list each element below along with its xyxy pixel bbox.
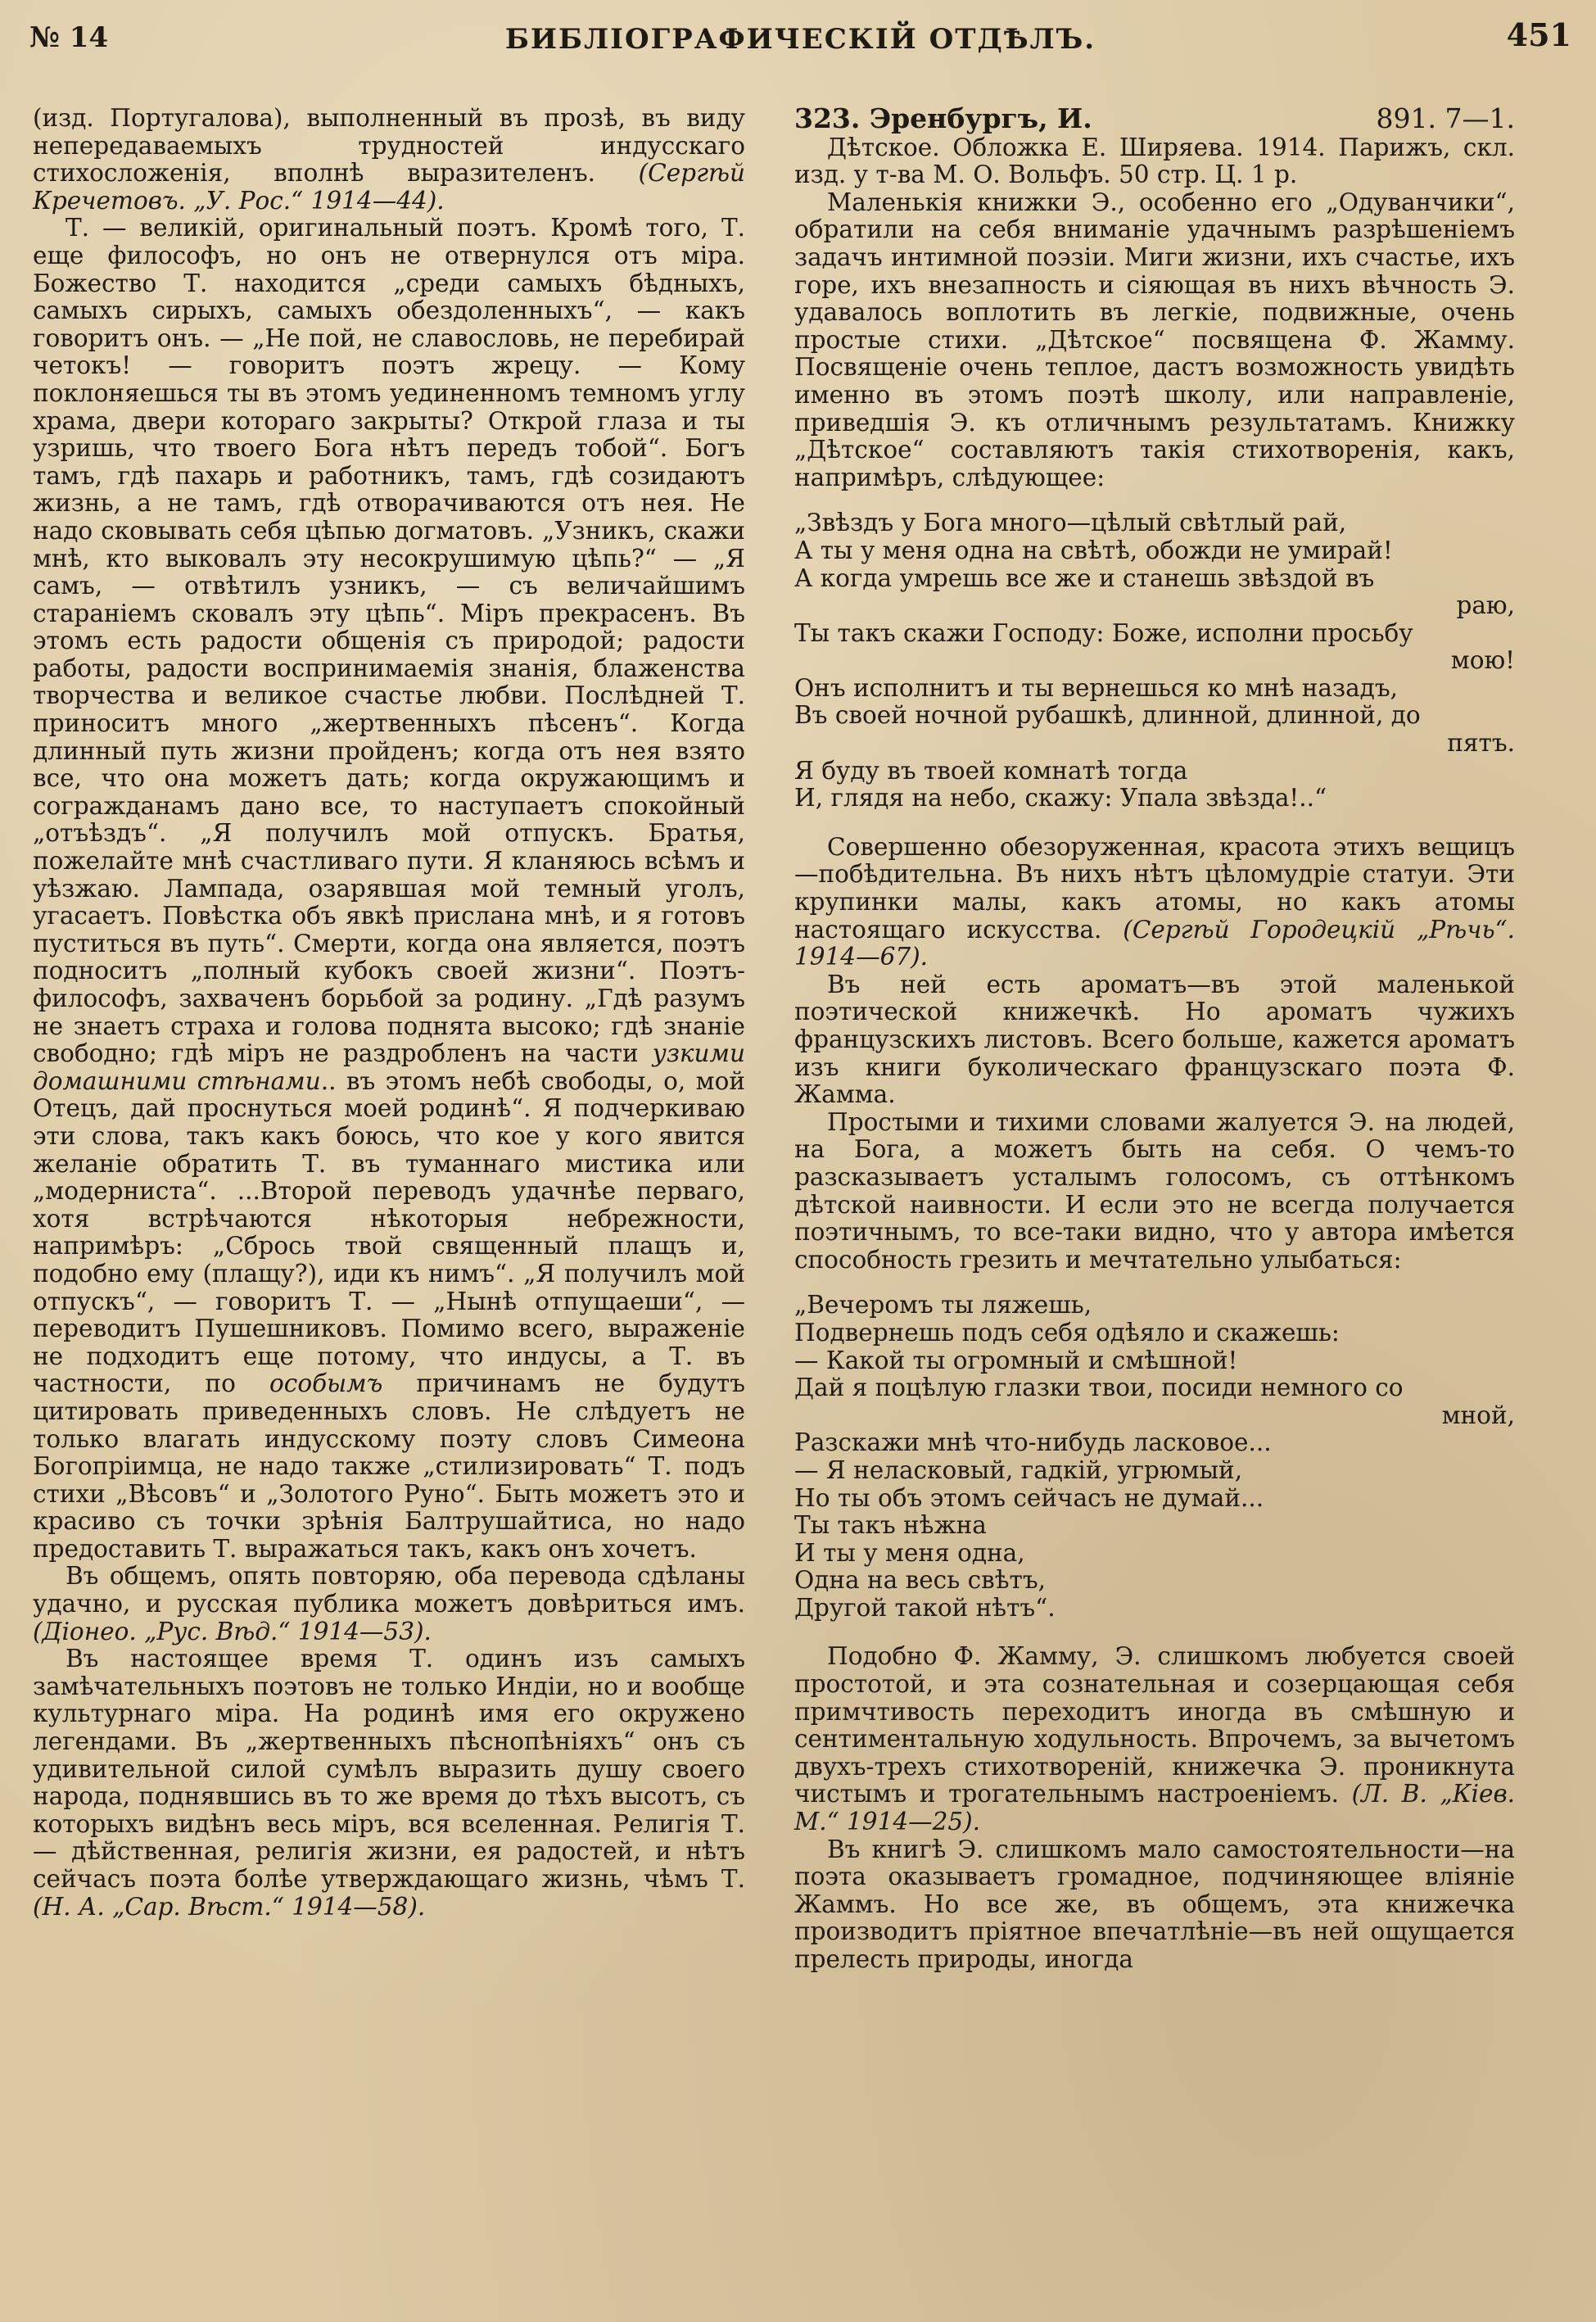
right-column [794,102,1515,1974]
poem-line-continuation: мою! [1450,646,1515,675]
paragraph: Подобно Ф. Жамму, Э. слишкомъ любуется своей простотой, и эта сознательная и созерцающая себя примчтивость переходитъ иногда въ смѣшную и сентиментальную ходульность. Впрочемъ, за вычетомъ двухъ-трехъ стихотвореній, книжечка Э. проникнута чистымъ и трогательнымъ настроеніемъ. (Л. В. „Кіев. М.“ 1914—25). [794,1642,1515,1836]
section-title: БИБЛІОГРАФИЧЕСКІЙ ОТДѢЛЪ. [504,23,1096,56]
poem-line: Другой такой нѣтъ“. [794,1593,1056,1622]
poem-line: А ты у меня одна на свѣтѣ, обожди не умирай! [794,536,1393,564]
poem-line: Онъ исполнитъ и ты вернешься ко мнѣ назадъ, [794,673,1398,702]
poem-line-continuation: раю, [1456,591,1515,620]
page-header [29,15,1571,64]
paragraph: Въ книгѣ Э. слишкомъ мало самостоятельности—на поэта оказываетъ громадное, подчиняющее вліяніе Жаммъ. Но все же, въ общемъ, эта книжечка производитъ пріятное впечатлѣніе—въ ней ощущается прелесть природы, иногда [794,1835,1515,1973]
poem-line: И, глядя на небо, скажу: Упала звѣзда!..“ [794,784,1327,812]
paragraph: Простыми и тихими словами жалуется Э. на людей, на Бога, а можетъ быть на себя. О чемъ-то разсказываетъ усталымъ голосомъ, съ оттѣнкомъ дѣтской наивности. И если это не всегда получается поэтичнымъ, то все-таки видно, что у автора имѣется способность грезить и мечтательно улыбаться: [794,1107,1515,1274]
poem-line: Разскажи мнѣ что-нибудь ласковое... [794,1428,1272,1457]
page-number: 451 [1506,16,1571,53]
paragraph: Совершенно обезоруженная, красота этихъ вещицъ—побѣдительна. Въ нихъ нѣтъ цѣломудріе статуи. Эти крупинки малы, какъ атомы, но какъ атомы настоящаго искусства. (Сергѣй Городецкій „Рѣчь“. 1914—67). [794,832,1515,971]
issue-number: № 14 [29,21,109,54]
poem-quote [794,1292,1515,1622]
poem-line: — Я неласковый, гадкій, угрюмый, [794,1455,1243,1484]
paragraph: Въ ней есть ароматъ—въ этой маленькой поэтической книжечкѣ. Но ароматъ чужихъ французскихъ листовъ. Всего больше, кажется ароматъ изъ книги буколическаго французскаго поэта Ф. Жамма. [794,970,1515,1109]
bibliographic-record: Дѣтское. Обложка Е. Ширяева. 1914. Парижъ, скл. изд. у т-ва М. О. Вольфъ. 50 стр. Ц. 1 р. [794,133,1515,189]
poem-line: Дай я поцѣлую глазки твои, посиди немного со [794,1374,1404,1402]
poem-line: А когда умрешь все же и станешь звѣздой въ [794,564,1375,592]
entry-title: 323. Эренбургъ, И. [794,102,1092,134]
italic-phrase: особымъ [269,1369,383,1398]
left-column [33,105,745,1921]
paragraph: Маленькія книжки Э., особенно его „Одуванчики“, обратили на себя вниманіе удачнымъ разрѣшеніемъ задачъ интимной поэзіи. Миги жизни, ихъ счастье, ихъ горе, ихъ внезапность и сіяющая въ нихъ вѣчность Э. удавалось воплотить въ легкіе, подвижные, очень простые стихи. „Дѣтское“ посвящена Ф. Жамму. Посвященіе очень теплое, дастъ возможность увидѣть именно въ этомъ поэтѣ школу, или направленіе, приведшія Э. къ отличнымъ результатамъ. Книжку „Дѣтское“ составляютъ такія стихотворенія, какъ, напримѣръ, слѣдующее: [794,188,1515,491]
poem-line: Ты такъ скажи Господу: Боже, исполни просьбу [794,618,1413,647]
poem-line: — Какой ты огромный и смѣшной! [794,1346,1238,1374]
poem-line: Ты такъ нѣжна [794,1511,987,1540]
paragraph: Въ общемъ, опять повторяю, оба перевода сдѣланы удачно, и русская публика можетъ довѣриться имъ. (Діонео. „Рус. Вѣд.“ 1914—53). [33,1562,745,1645]
poem-line: Но ты объ этомъ сейчасъ не думай... [794,1483,1264,1512]
entry-heading [794,102,1515,134]
source-citation: (Л. В. „Кіев. М.“ 1914—25). [794,1780,1515,1836]
paragraph: Т. — великій, оригинальный поэтъ. Кромѣ того, Т. еще философъ, но онъ не отвернулся отъ міра. Божество Т. находится „среди самыхъ бѣдныхъ, самыхъ сирыхъ, самыхъ обездоленныхъ“, — какъ говоритъ онъ. — „Не пой, не славословь, не перебирай четокъ! — говоритъ поэтъ жрецу. — Кому поклоняешься ты въ этомъ уединенномъ темномъ углу храма, двери котораго закрыты? Открой глаза и ты узришь, что твоего Бога нѣтъ передъ тобой“. Богъ тамъ, гдѣ пахарь и работникъ, тамъ, гдѣ созидаютъ жизнь, а не тамъ, гдѣ отворачиваются отъ нея. Не надо сковывать себя цѣпью догматовъ. „Узникъ, скажи мнѣ, кто выковалъ эту несокрушимую цѣпь?“ — „Я самъ, — отвѣтилъ узникъ, — съ величайшимъ стараніемъ сковалъ эту цѣпь“. Міръ прекрасенъ. Въ этомъ есть радости общенія съ природой; радости работы, радости воспринимаемія знанія, блаженства творчества и великое счастье любви. Послѣдней Т. приноситъ много „жертвенныхъ пѣсенъ“. Когда длинный путь жизни пройденъ; когда отъ нея взято все, что она можетъ дать; когда окружающимъ и согражданамъ дано все, то наступаетъ спокойный „отъѣздъ“. „Я получилъ мой отпускъ. Братья, пожелайте мнѣ счастливаго пути. Я кланяюсь всѣмъ и уѣзжаю. Лампада, озарявшая мой темный уголъ, угасаетъ. Повѣстка объ явкѣ прислана мнѣ, и я готовъ пуститься въ путь“. Смерти, когда она является, поэтъ подноситъ „полный кубокъ своей жизни“. Поэтъ-философъ, захваченъ борьбой за родину. „Гдѣ разумъ не знаетъ страха и голова поднята высоко; гдѣ знаніе свободно; гдѣ міръ не раздробленъ на части узкими домашними стѣнами.. въ этомъ небѣ свободы, о, мой Отецъ, дай проснуться моей родинѣ“. Я подчеркиваю эти слова, такъ какъ боюсь, что кое у кого явится желаніе обратить Т. въ туманнаго мистика или „модерниста“. ...Второй переводъ удачнѣе перваго, хотя встрѣчаются нѣкоторыя небрежности, напримѣръ: „Сбрось твой священный плащъ и, подобно ему (плащу?), иди къ нимъ“. „Я получилъ мой отпускъ“, — говоритъ Т. — „Нынѣ отпущаеши“, — переводитъ Пушешниковъ. Помимо всего, выраженіе не подходитъ еще потому, что индусы, а Т. въ частности, по особымъ причинамъ не будутъ цитировать приведенныхъ словъ. Не слѣдуетъ не только влагать индусскому поэту словъ Симеона Богопріимца, не надо также „стилизировать“ Т. подъ стихи „Вѣсовъ“ и „Золотого Руно“. Быть можетъ это и красиво съ точки зрѣнія Балтрушайтиса, но надо предоставить Т. выражаться такъ, какъ онъ хочетъ. [33,214,745,1563]
poem-line: Подвернешь подъ себя одѣяло и скажешь: [794,1318,1340,1347]
source-citation: (Діонео. „Рус. Вѣд.“ 1914—53). [33,1617,432,1645]
poem-line-continuation: пятъ. [1447,729,1515,758]
poem-quote [794,509,1515,812]
poem-line: Одна на весь свѣтъ, [794,1566,1047,1595]
paragraph: Въ настоящее время Т. одинъ изъ самыхъ замѣчательныхъ поэтовъ не только Индіи, но и вообще культурнаго міра. На родинѣ имя его окружено легендами. Въ „жертвенныхъ пѣснопѣніяхъ“ онъ съ удивительной силой сумѣлъ выразить душу своего народа, поднявшись въ то же время до тѣхъ высотъ, съ которыхъ видѣнъ весь міръ, вся вселенная. Религія Т. — дѣйственная, религія жизни, ея радостей, и нѣтъ сейчасъ поэта болѣе утверждающаго жизнь, чѣмъ Т. (Н. А. „Сар. Вѣст.“ 1914—58). [33,1645,745,1921]
poem-line: Я буду въ твоей комнатѣ тогда [794,756,1188,785]
source-citation: (Н. А. „Сар. Вѣст.“ 1914—58). [33,1892,426,1921]
source-citation: (Сергѣй Городецкій „Рѣчь“. 1914—67). [794,915,1515,971]
poem-line: „Звѣздъ у Бога много—цѣлый свѣтлый рай, [794,509,1347,537]
source-citation: (Сергѣй Кречетовъ. „У. Рос.“ 1914—44). [33,159,745,215]
poem-line: Въ своей ночной рубашкѣ, длинной, длинной, до [794,701,1421,730]
paragraph: (изд. Португалова), выполненный въ прозѣ, въ виду непередаваемыхъ трудностей индусскаго стихосложенія, вполнѣ выразителенъ. (Сергѣй Кречетовъ. „У. Рос.“ 1914—44). [33,104,745,215]
italic-phrase: узкими домашними стѣнами [33,1039,745,1095]
poem-line: „Вечеромъ ты ляжешь, [794,1291,1092,1319]
poem-line: И ты у меня одна, [794,1538,1025,1567]
entry-code: 891. 7—1. [1376,102,1515,134]
poem-line-continuation: мной, [1441,1401,1515,1429]
